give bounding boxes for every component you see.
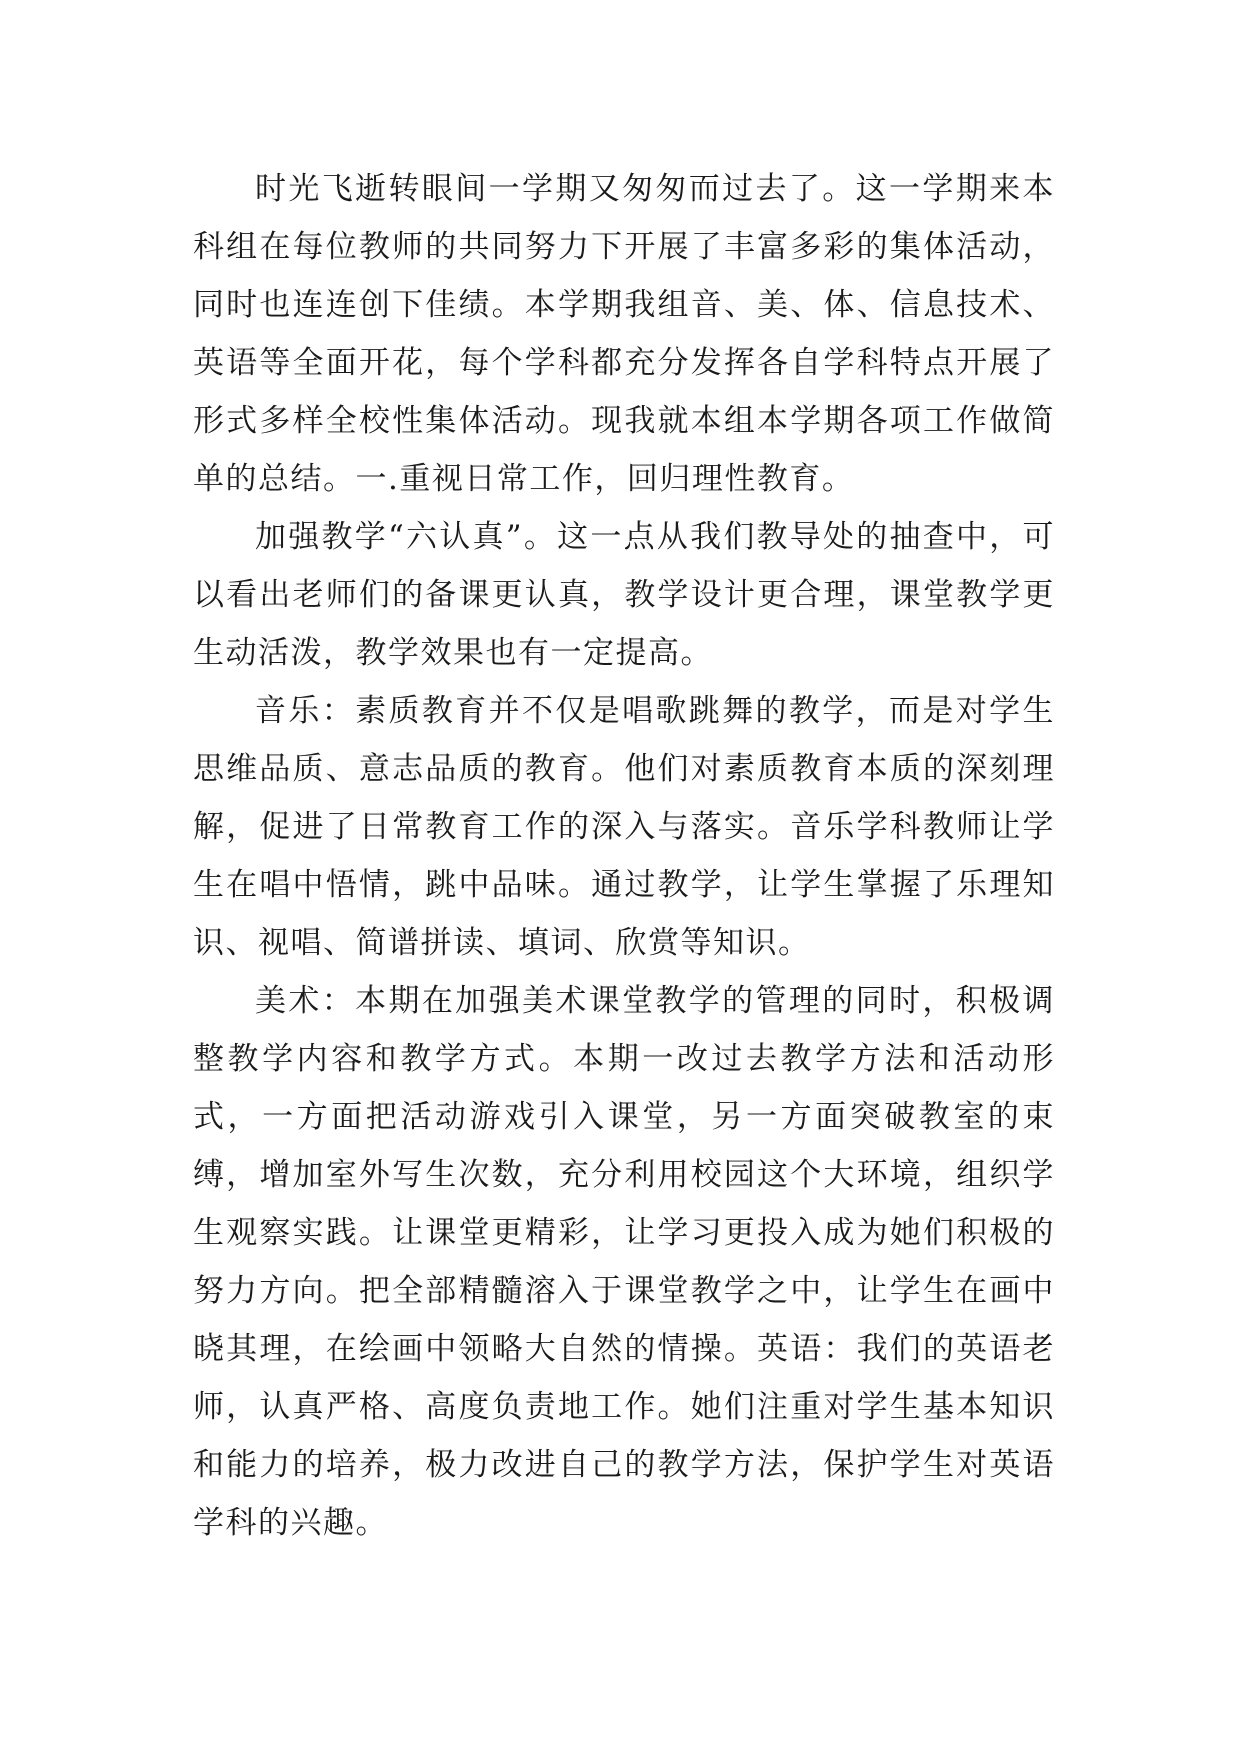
paragraph-art-english: 美术：本期在加强美术课堂教学的管理的同时，积极调整教学内容和教学方式。本期一改过去教学方法和活动形式，一方面把活动游戏引入课堂，另一方面突破教室的束缚，增加室外写生次数，充分利用校园这个大环境，组织学生观察实践。让课堂更精彩，让学习更投入成为她们积极的努力方向。把全部精髓溶入于课堂教学之中，让学生在画中晓其理，在绘画中领略大自然的情操。英语：我们的英语老师，认真严格、高度负责地工作。她们注重对学生基本知识和能力的培养，极力改进自己的教学方法，保护学生对英语学科的兴趣。 <box>193 983 1055 1541</box>
document-body <box>193 160 1055 1552</box>
paragraph-teaching: 加强教学“六认真”。这一点从我们教导处的抽查中，可以看出老师们的备课更认真，教学设计更合理，课堂教学更生动活泼，教学效果也有一定提高。 <box>193 519 1055 671</box>
paragraph-music: 音乐：素质教育并不仅是唱歌跳舞的教学，而是对学生思维品质、意志品质的教育。他们对素质教育本质的深刻理解，促进了日常教育工作的深入与落实。音乐学科教师让学生在唱中悟情，跳中品味。通过教学，让学生掌握了乐理知识、视唱、简谱拼读、填词、欣赏等知识。 <box>193 693 1055 961</box>
paragraph-intro: 时光飞逝转眼间一学期又匆匆而过去了。这一学期来本科组在每位教师的共同努力下开展了丰富多彩的集体活动，同时也连连创下佳绩。本学期我组音、美、体、信息技术、英语等全面开花，每个学科都充分发挥各自学科特点开展了形式多样全校性集体活动。现我就本组本学期各项工作做简单的总结。一.重视日常工作，回归理性教育。 <box>193 171 1055 497</box>
